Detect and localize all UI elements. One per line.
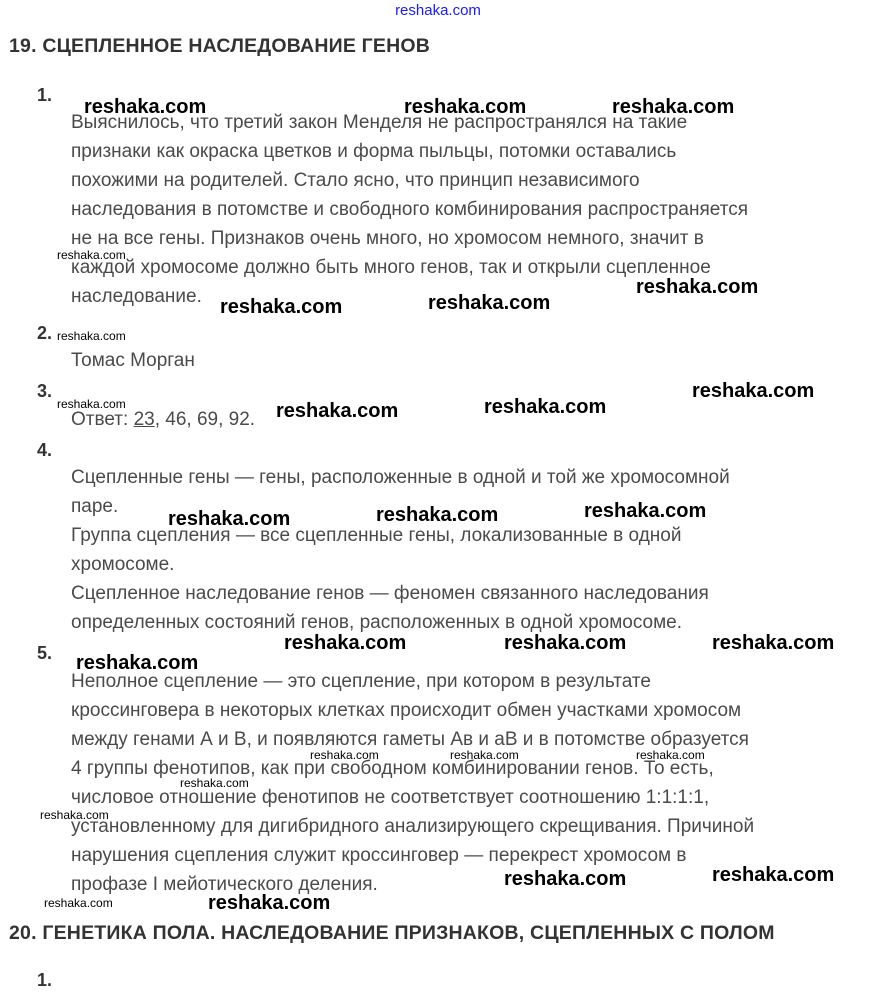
text-line: Сцепленные гены — гены, расположенные в одной и той же хромосомной bbox=[71, 467, 730, 488]
item-number-4: 4. bbox=[37, 440, 53, 460]
watermark: reshaka.com bbox=[504, 868, 627, 890]
item-3-answer bbox=[71, 405, 866, 434]
watermark: reshaka.com bbox=[208, 892, 331, 914]
watermark: reshaka.com bbox=[376, 504, 499, 526]
text-line: Группа сцепления — все сцепленные гены, локализованные в одной bbox=[71, 525, 682, 546]
text-line: наследования в потомстве и свободного комбинирования распространяется bbox=[71, 199, 748, 220]
watermark-small: reshaka.com bbox=[57, 248, 126, 262]
watermark-small: reshaka.com bbox=[180, 776, 249, 790]
text-line: Томас Морган bbox=[71, 350, 195, 371]
item-2-text bbox=[71, 346, 866, 375]
watermark: reshaka.com bbox=[636, 276, 759, 298]
text-line: между генами А и В, и появляются гаметы Ав и аВ и в потомстве образуется bbox=[71, 729, 749, 750]
text-line: не на все гены. Признаков очень много, но хромосом немного, значит в bbox=[71, 228, 704, 249]
watermark: reshaka.com bbox=[504, 632, 627, 654]
watermark-small: reshaka.com bbox=[310, 748, 379, 762]
section-20-title: 20. ГЕНЕТИКА ПОЛА. НАСЛЕДОВАНИЕ ПРИЗНАКОВ, СЦЕПЛЕННЫХ С ПОЛОМ bbox=[9, 922, 775, 944]
text-line: похожими на родителей. Стало ясно, что принцип независимого bbox=[71, 170, 640, 191]
text-line: установленному для дигибридного анализирующего скрещивания. Причиной bbox=[71, 816, 755, 837]
text-line: нарушения сцепления служит кроссинговер — перекрест хромосом в bbox=[71, 845, 687, 866]
watermark-small: reshaka.com bbox=[57, 329, 126, 343]
item-4-text bbox=[71, 463, 866, 637]
text-line: наследование. bbox=[71, 286, 202, 307]
item-number-2: 2. bbox=[37, 323, 53, 343]
watermark: reshaka.com bbox=[284, 632, 407, 654]
text-line: Неполное сцепление — это сцепление, при котором в результате bbox=[71, 671, 651, 692]
watermark: reshaka.com bbox=[84, 96, 207, 118]
watermark-small: reshaka.com bbox=[57, 397, 126, 411]
watermark: reshaka.com bbox=[404, 96, 527, 118]
watermark: reshaka.com bbox=[428, 292, 551, 314]
text-line: признаки как окраска цветков и форма пыльцы, потомки оставались bbox=[71, 141, 677, 162]
site-watermark-top: reshaka.com bbox=[395, 2, 481, 19]
watermark: reshaka.com bbox=[712, 864, 835, 886]
section-20-item-number-1: 1. bbox=[37, 970, 53, 990]
answer-underlined-value: 23 bbox=[133, 409, 155, 430]
watermark: reshaka.com bbox=[484, 396, 607, 418]
watermark: reshaka.com bbox=[220, 296, 343, 318]
watermark: reshaka.com bbox=[276, 400, 399, 422]
text-line: Сцепленное наследование генов — феномен связанного наследования bbox=[71, 583, 709, 604]
item-number-5: 5. bbox=[37, 643, 53, 663]
text-line: определенных состояний генов, расположенных в одной хромосоме. bbox=[71, 612, 683, 633]
watermark: reshaka.com bbox=[712, 632, 835, 654]
watermark-small: reshaka.com bbox=[40, 808, 109, 822]
text-line: числовое отношение фенотипов не соответствует соотношению 1:1:1:1, bbox=[71, 787, 710, 808]
watermark-small: reshaka.com bbox=[44, 896, 113, 910]
text-line: паре. bbox=[71, 496, 119, 517]
text-line: хромосоме. bbox=[71, 554, 175, 575]
item-number-3: 3. bbox=[37, 381, 53, 401]
text-line: 4 группы фенотипов, как при свободном комбинировании генов. То есть, bbox=[71, 758, 714, 779]
text-line: Выяснилось, что третий закон Менделя не распространялся на такие bbox=[71, 112, 688, 133]
watermark: reshaka.com bbox=[168, 508, 291, 530]
text-line: каждой хромосоме должно быть много генов, так и открыли сцепленное bbox=[71, 257, 711, 278]
watermark-small: reshaka.com bbox=[636, 748, 705, 762]
watermark: reshaka.com bbox=[692, 380, 815, 402]
watermark-small: reshaka.com bbox=[450, 748, 519, 762]
watermark: reshaka.com bbox=[76, 652, 199, 674]
answer-rest: , 46, 69, 92. bbox=[154, 409, 256, 430]
watermark: reshaka.com bbox=[584, 500, 707, 522]
section-19-title: 19. СЦЕПЛЕННОЕ НАСЛЕДОВАНИЕ ГЕНОВ bbox=[9, 35, 431, 57]
answer-prefix: Ответ: bbox=[71, 409, 134, 430]
watermark: reshaka.com bbox=[612, 96, 735, 118]
item-number-1: 1. bbox=[37, 85, 53, 105]
text-line: кроссинговера в некоторых клетках происходит обмен участками хромосом bbox=[71, 700, 742, 721]
text-line: профазе I мейотического деления. bbox=[71, 874, 378, 895]
